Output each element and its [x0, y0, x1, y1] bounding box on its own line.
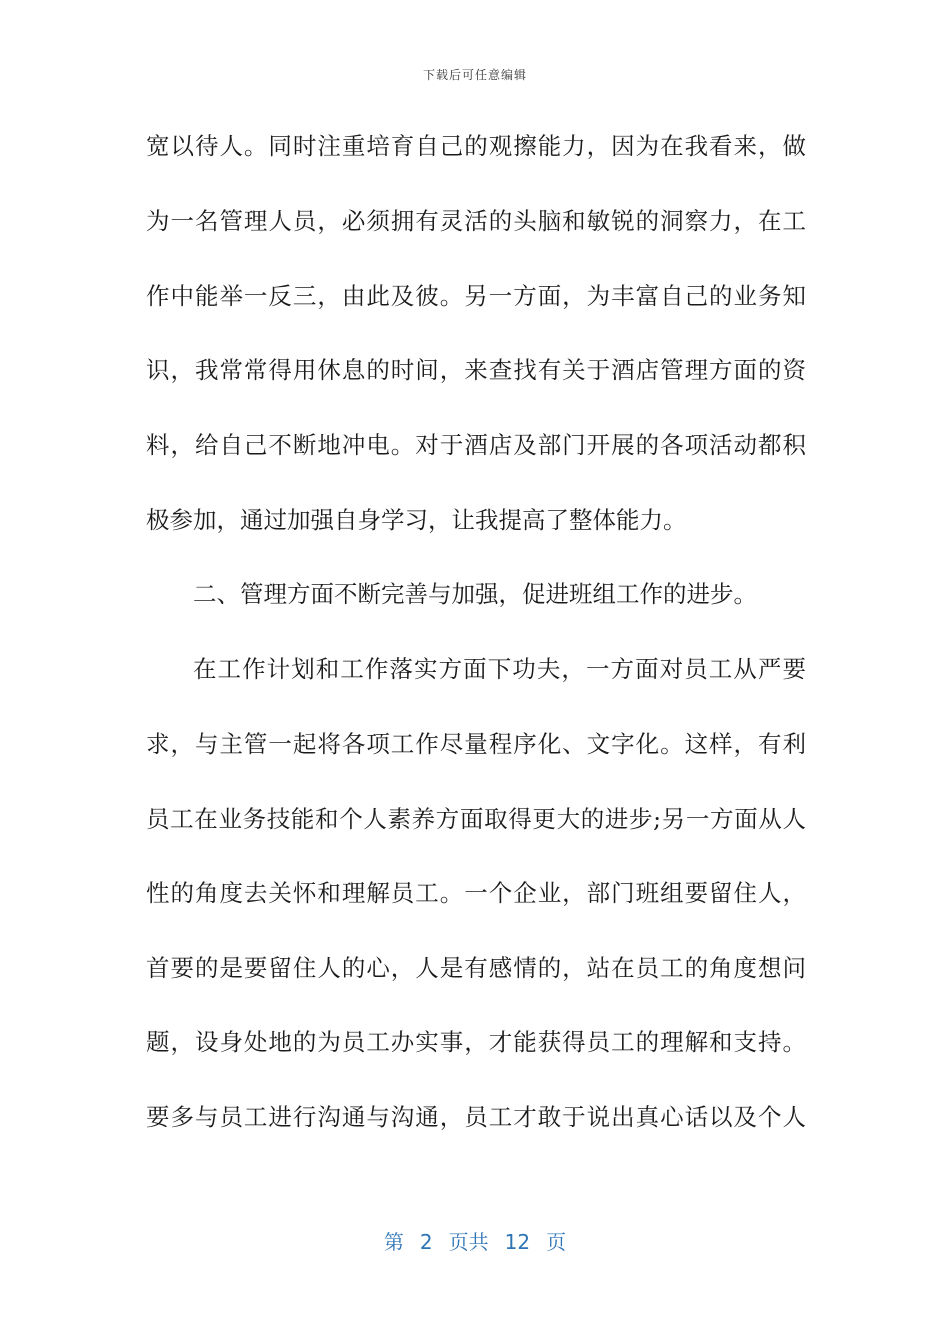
text-line: 宽以待人。同时注重培育自己的观擦能力，因为在我看来，做	[146, 132, 806, 160]
footer-middle: 页共	[448, 1230, 489, 1254]
text-line: 为一名管理人员，必须拥有灵活的头脑和敏锐的洞察力，在工	[146, 207, 806, 235]
text-line: 首要的是要留住人的心，人是有感情的，站在员工的角度想问	[146, 954, 806, 982]
footer-prefix: 第	[383, 1230, 404, 1254]
section-heading: 二、管理方面不断完善与加强，促进班组工作的进步。	[193, 580, 757, 608]
text-line: 要多与员工进行沟通与沟通，员工才敢于说出真心话以及个人	[146, 1103, 806, 1131]
text-line: 性的角度去关怀和理解员工。一个企业，部门班组要留住人，	[146, 879, 806, 907]
page-number-footer	[0, 1226, 950, 1255]
text-line: 料，给自己不断地冲电。对于酒店及部门开展的各项活动都积	[146, 431, 806, 459]
page-header-note: 下载后可任意编辑	[422, 68, 527, 82]
footer-total-pages: 12	[504, 1230, 531, 1254]
footer-current-page: 2	[419, 1230, 433, 1254]
text-line: 极参加，通过加强自身学习，让我提高了整体能力。	[146, 506, 687, 534]
text-line: 识，我常常得用休息的时间，来查找有关于酒店管理方面的资	[146, 356, 806, 384]
text-line: 在工作计划和工作落实方面下功夫，一方面对员工从严要	[193, 655, 806, 683]
text-line: 题，设身处地的为员工办实事，才能获得员工的理解和支持。	[146, 1028, 806, 1056]
text-line: 作中能举一反三，由此及彼。另一方面，为丰富自己的业务知	[146, 282, 806, 310]
text-line: 员工在业务技能和个人素养方面取得更大的进步;另一方面从人	[146, 805, 806, 833]
footer-suffix: 页	[546, 1230, 567, 1254]
text-line: 求，与主管一起将各项工作尽量程序化、文字化。这样，有利	[146, 730, 806, 758]
